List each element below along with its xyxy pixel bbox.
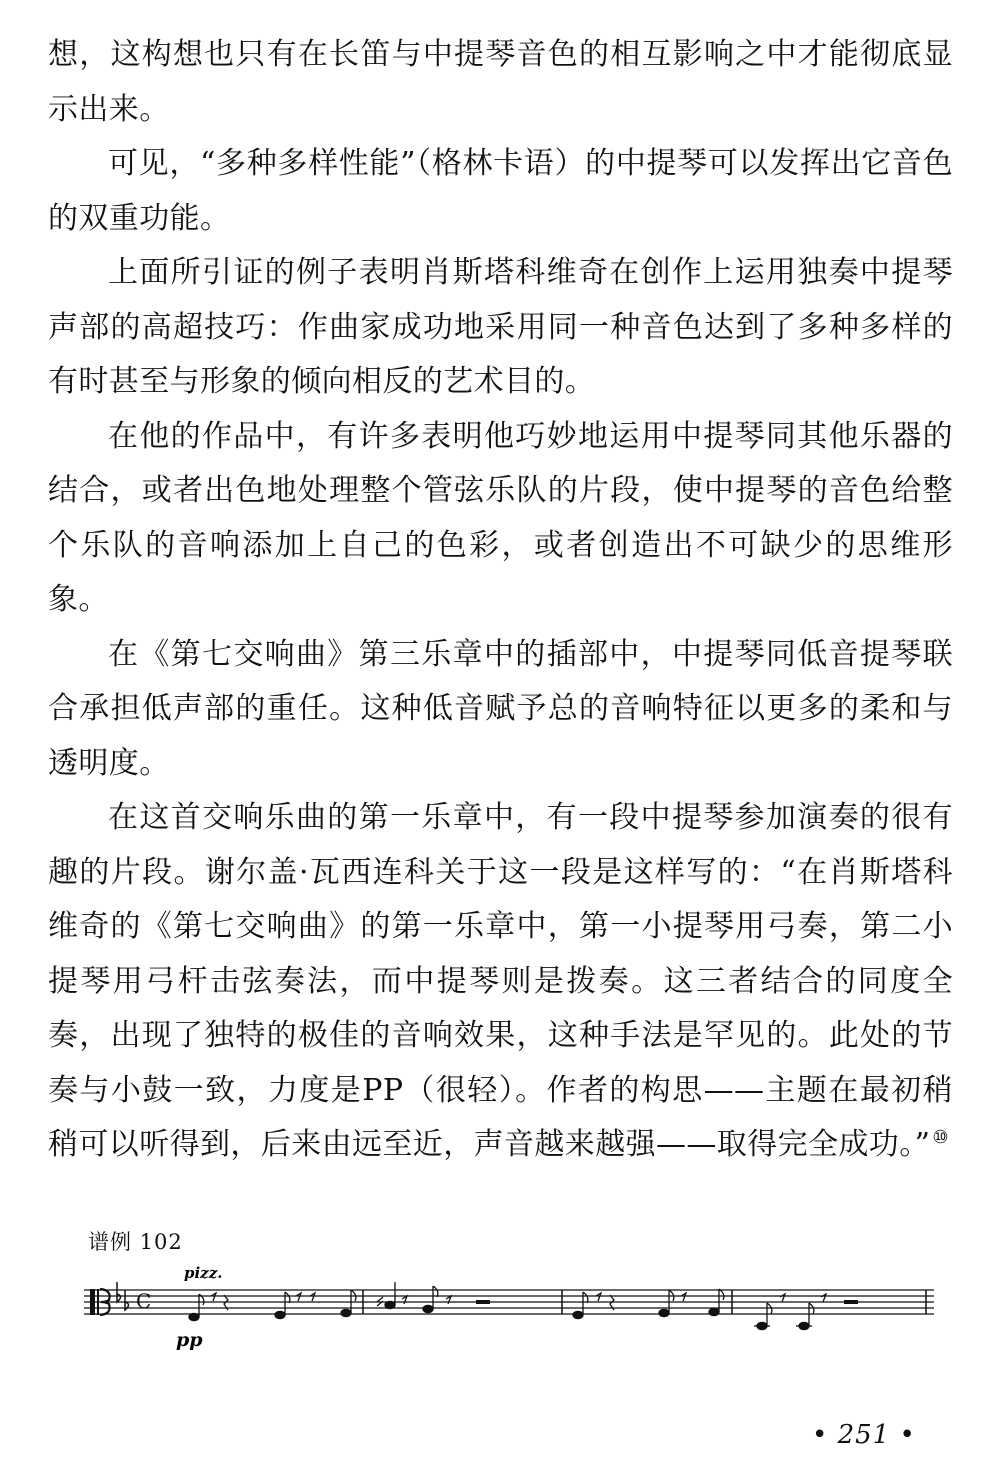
- notes-measure-4: [754, 1294, 858, 1330]
- dynamic-marking: pp: [176, 1329, 203, 1351]
- music-staff: [84, 1262, 944, 1352]
- notes-measure-1: [189, 1290, 356, 1321]
- body-text: [48, 28, 953, 1173]
- pizzicato-marking: pizz.: [184, 1264, 223, 1282]
- paragraph-continuation: 想，这构想也只有在长笛与中提琴音色的相互影响之中才能彻底显示出来。: [48, 37, 953, 127]
- page-number: • 251 •: [812, 1420, 916, 1450]
- footnote-marker: ⑩: [932, 1127, 949, 1148]
- paragraph-with-quote: [48, 791, 953, 1173]
- time-signature: C: [136, 1289, 152, 1313]
- paragraph-text: 在这首交响乐曲的第一乐章中，有一段中提琴参加演奏的很有趣的片段。谢尔盖·瓦西连科关于这一段是这样写的：“在肖斯塔科维奇的《第七交响曲》的第一乐章中，第一小提琴用弓奏，第二小提琴用弓杆击弦奏法，而中提琴则是拨奏。这三者结合的同度全奏，出现了独特的极佳的音响效果，这种手法是罕见的。此处的节奏与小鼓一致，力度是PP（很轻）。作者的构思——主题在最初稍稍可以听得到，后来由远至近，声音越来越强——取得完全成功。”: [48, 800, 953, 1162]
- paragraph: 上面所引证的例子表明肖斯塔科维奇在创作上运用独奏中提琴声部的高超技巧：作曲家成功地采用同一种音色达到了多种多样的有时甚至与形象的倾向相反的艺术目的。: [48, 255, 953, 399]
- paragraph: 可见，“多种多样性能”（格林卡语）的中提琴可以发挥出它音色的双重功能。: [48, 146, 953, 236]
- paragraph: 在他的作品中，有许多表明他巧妙地运用中提琴同其他乐器的结合，或者出色地处理整个管弦乐队的片段，使中提琴的音色给整个乐队的音响添加上自己的色彩，或者创造出不可缺少的思维形象。: [48, 418, 953, 617]
- music-example-label: 谱例 102: [88, 1230, 183, 1254]
- staff-lines: [84, 1290, 934, 1314]
- paragraph: 在《第七交响曲》第三乐章中的插部中，中提琴同低音提琴联合承担低声部的重任。这种低音赋予总的音响特征以更多的柔和与透明度。: [48, 636, 953, 781]
